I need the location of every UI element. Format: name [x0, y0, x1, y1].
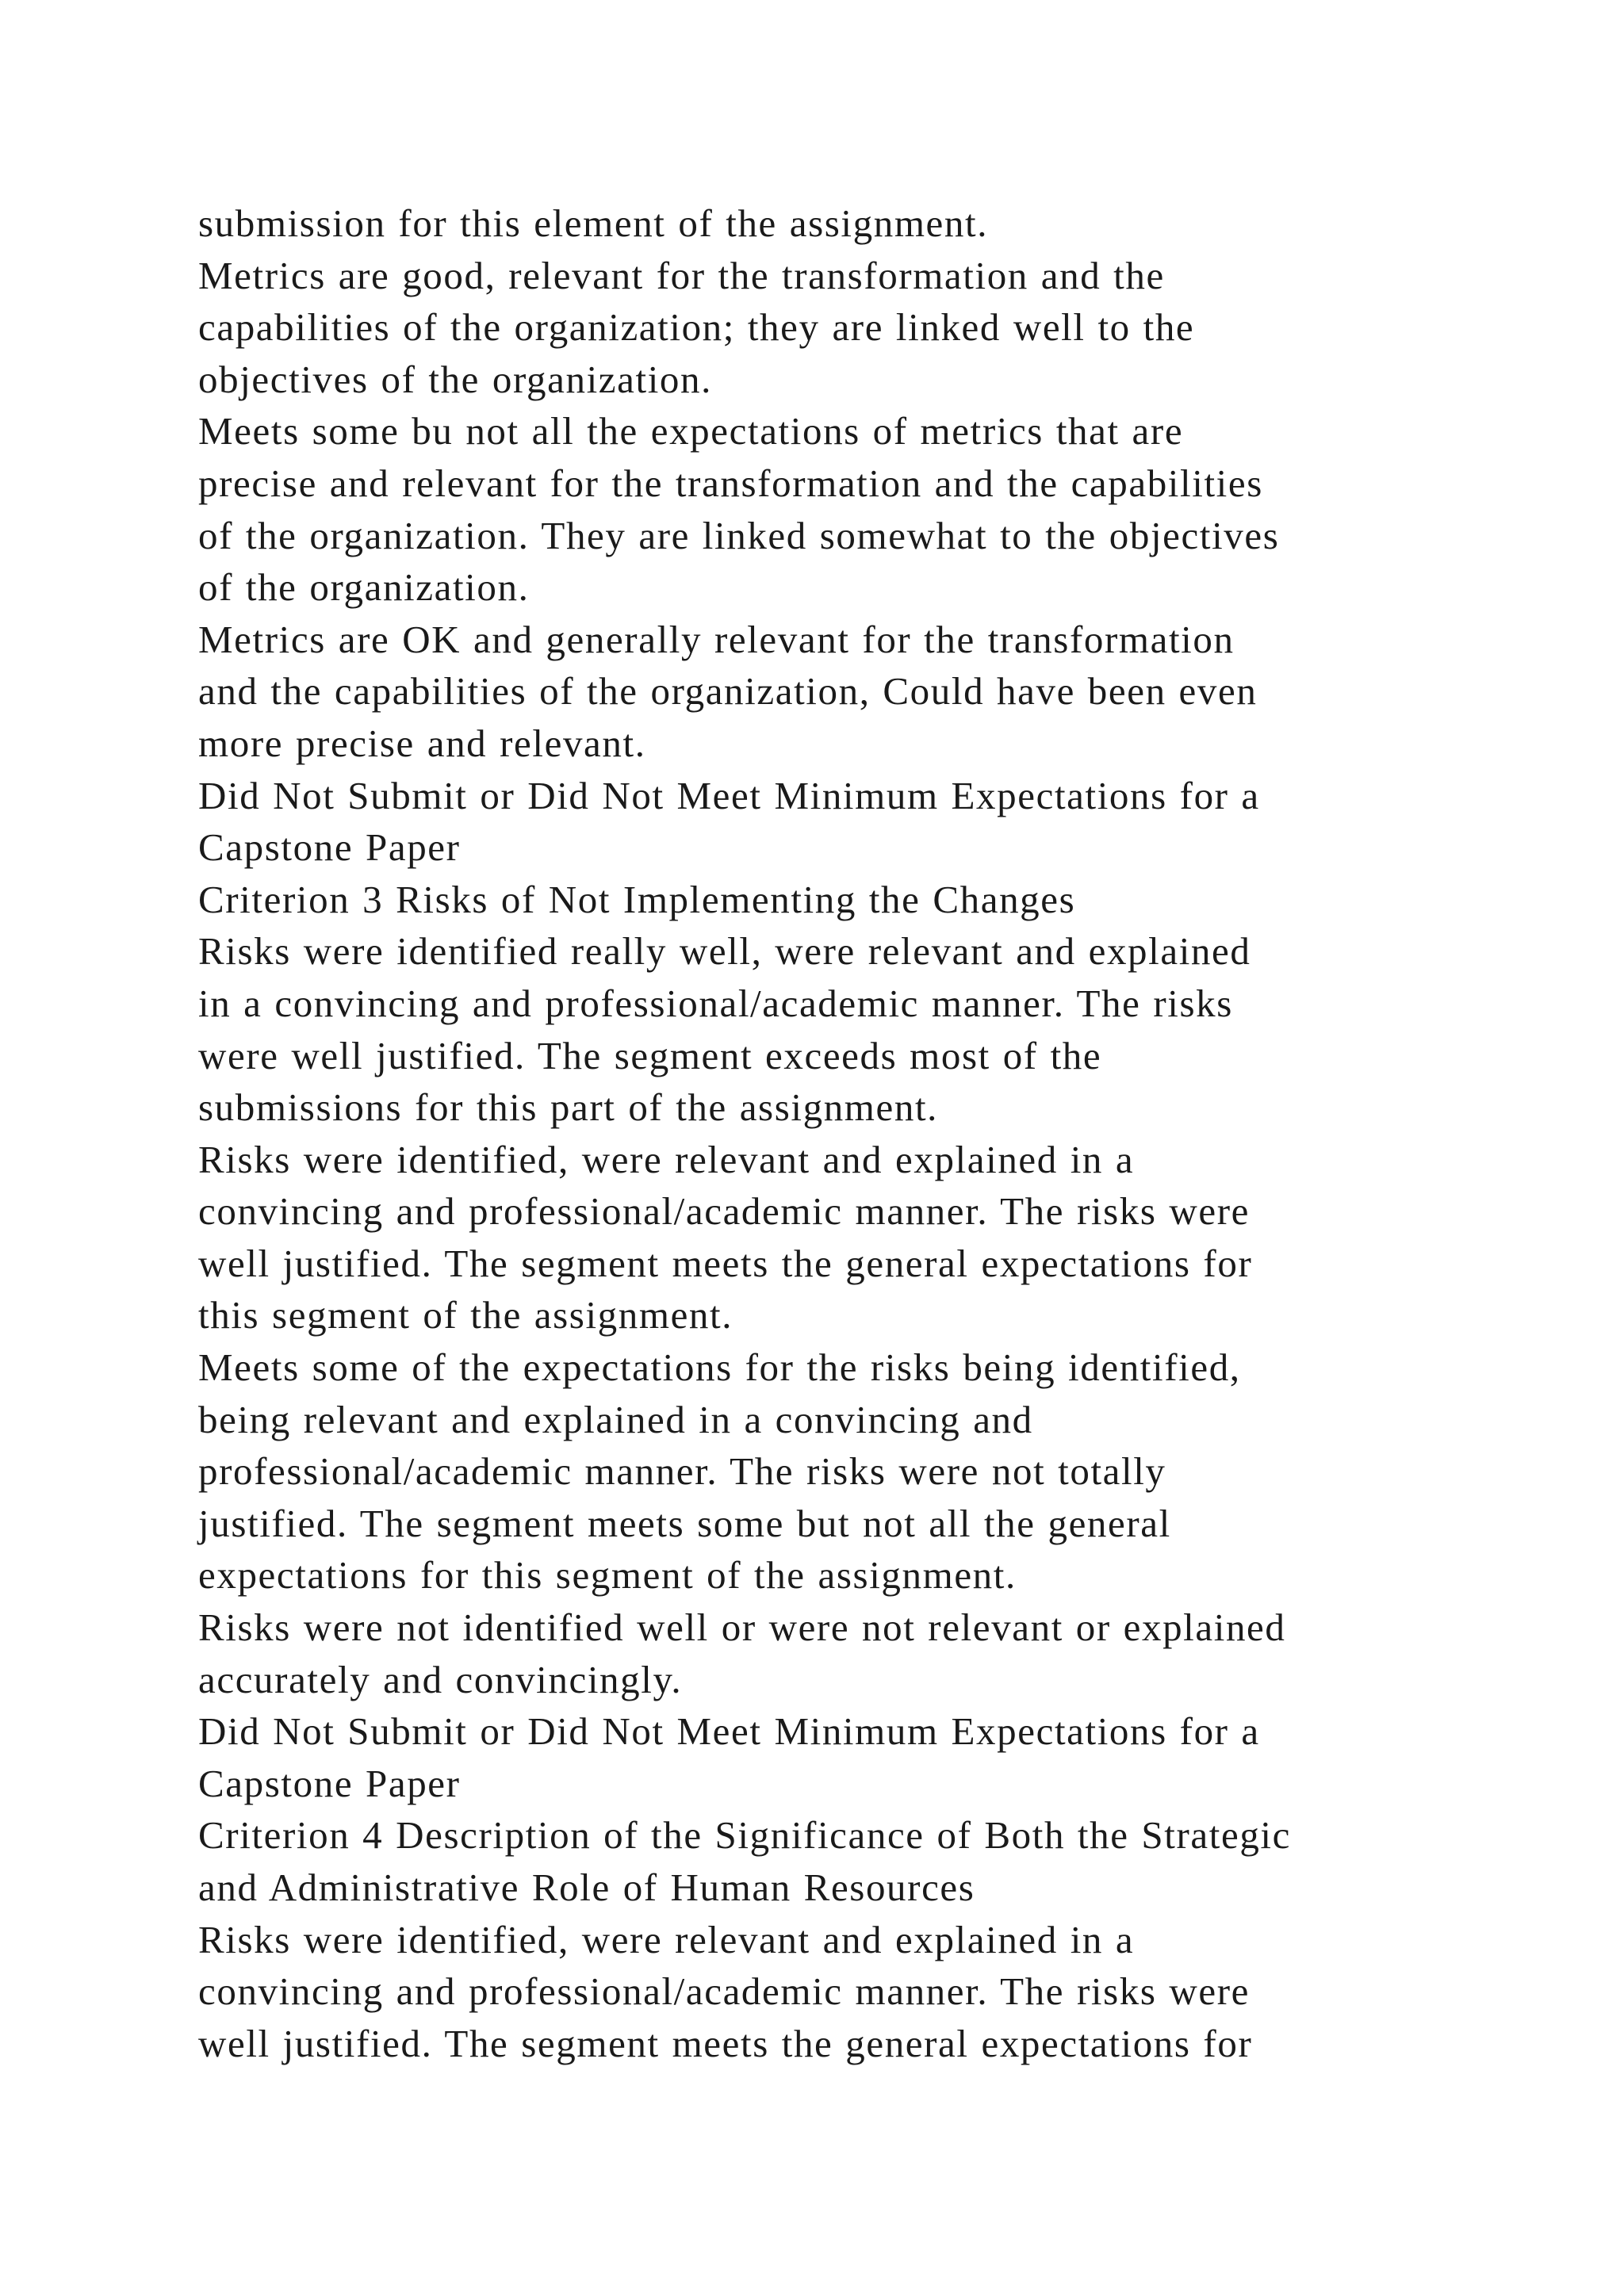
text-line: Risks were identified really well, were relevant and explained — [198, 929, 1251, 974]
text-line: and the capabilities of the organization, Could have been even — [198, 669, 1258, 714]
text-line: Metrics are good, relevant for the transformation and the — [198, 253, 1165, 297]
text-line: Risks were identified, were relevant and explained in a — [198, 1917, 1135, 1961]
text-line: of the organization. They are linked somewhat to the objectives — [198, 513, 1280, 557]
text-line: justified. The segment meets some but not all the general — [198, 1501, 1171, 1545]
text-line: Did Not Submit or Did Not Meet Minimum Expectations for a — [198, 1709, 1260, 1754]
text-line: Meets some of the expectations for the risks being identified, — [198, 1345, 1241, 1390]
text-line: Capstone Paper — [198, 825, 461, 870]
text-line: convincing and professional/academic manner. The risks were — [198, 1189, 1250, 1234]
text-line: Meets some bu not all the expectations of metrics that are — [198, 409, 1184, 453]
text-line: professional/academic manner. The risks were not totally — [198, 1449, 1166, 1494]
criterion-heading: Criterion 3 Risks of Not Implementing the Changes — [198, 877, 1076, 921]
text-line: expectations for this segment of the assignment. — [198, 1553, 1017, 1598]
text-line: this segment of the assignment. — [198, 1293, 733, 1337]
text-line: convincing and professional/academic manner. The risks were — [198, 1969, 1250, 2014]
text-line: Capstone Paper — [198, 1761, 461, 1805]
text-line: capabilities of the organization; they are linked well to the — [198, 305, 1195, 350]
text-line: Did Not Submit or Did Not Meet Minimum Expectations for a — [198, 773, 1260, 817]
text-line: precise and relevant for the transformation and the capabilities — [198, 461, 1263, 505]
criterion-heading: Criterion 4 Description of the Significance of Both the Strategic — [198, 1813, 1291, 1858]
text-line: of the organization. — [198, 565, 530, 610]
text-line: accurately and convincingly. — [198, 1657, 683, 1701]
text-line: well justified. The segment meets the general expectations for — [198, 1241, 1253, 1285]
text-line: well justified. The segment meets the general expectations for — [198, 2021, 1253, 2065]
text-line: in a convincing and professional/academic manner. The risks — [198, 981, 1233, 1025]
text-line: being relevant and explained in a convincing and — [198, 1397, 1033, 1441]
text-line: submission for this element of the assignment. — [198, 201, 989, 245]
text-line: were well justified. The segment exceeds most of the — [198, 1033, 1102, 1077]
text-line: Metrics are OK and generally relevant for the transformation — [198, 617, 1235, 661]
criterion-heading: and Administrative Role of Human Resources — [198, 1866, 975, 1909]
text-line: more precise and relevant. — [198, 721, 646, 765]
document-body — [198, 197, 1546, 2069]
text-line: Risks were not identified well or were not relevant or explained — [198, 1605, 1286, 1650]
text-line: Risks were identified, were relevant and explained in a — [198, 1137, 1135, 1181]
text-line: submissions for this part of the assignment. — [198, 1085, 939, 1130]
text-line: objectives of the organization. — [198, 357, 712, 401]
